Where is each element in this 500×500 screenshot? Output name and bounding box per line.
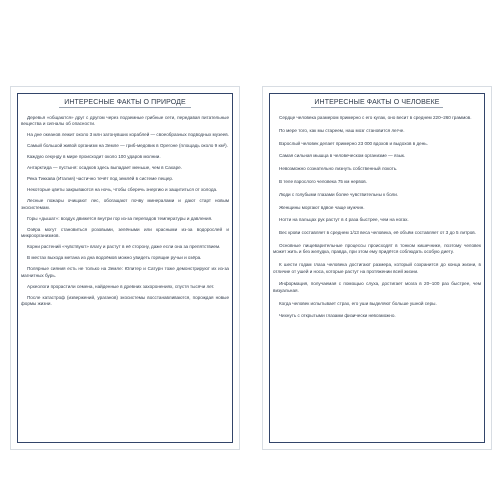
right-title-rule bbox=[311, 107, 443, 108]
list-item: Ногти на пальцах рук растут в 4 раза быстрее, чем на ногах. bbox=[279, 217, 409, 223]
list-item: Когда человек испытывает страх, его уши выделяют больше ушной серы. bbox=[279, 300, 437, 306]
right-page bbox=[262, 86, 492, 450]
left-title-rule bbox=[59, 107, 191, 108]
list-item: Женщины моргают вдвое чаще мужчин. bbox=[279, 204, 365, 210]
list-item: Археологи прорастили семена, найденные в древних захоронениях, спустя тысячи лет. bbox=[27, 283, 215, 289]
list-item: Взрослый человек делает примерно 23 000 вдохов и выдохов в день. bbox=[279, 140, 428, 146]
list-item: Сердце человека размером примерно с его кулак, оно весит в среднем 220–260 граммов. bbox=[279, 115, 472, 120]
list-item: Некоторые цветы закрываются на ночь, чтобы сберечь энергию и защититься от холода. bbox=[27, 187, 218, 193]
list-item: На дне океанов лежит около 3 млн затонувших кораблей — своеобразных подводных музеев. bbox=[27, 132, 229, 138]
list-item: В местах выхода метана из дна водоёмов можно увидеть горящие ручьи и озёра. bbox=[27, 255, 202, 261]
list-item: Основные пищеварительные процессы происходят в тонком кишечнике, поэтому человек может жить и без желудка, правда, при этом ему придётся соблюдать особую диету. bbox=[273, 242, 481, 255]
list-item: Информация, получаемая с помощью слуха, достигает мозга в 20–100 раз быстрее, чем визуальная. bbox=[273, 281, 481, 293]
right-page-title bbox=[263, 99, 491, 106]
list-item: В теле взрослого человека 75 км нервов. bbox=[279, 178, 368, 184]
list-item: Деревья «общаются» друг с другом через подземные грибные сети, передавая питательные вещества и сигналы об опасности. bbox=[21, 115, 229, 127]
left-page-title bbox=[11, 99, 239, 106]
right-page-title-text: ИНТЕРЕСНЫЕ ФАКТЫ О ЧЕЛОВЕКЕ bbox=[311, 99, 442, 106]
list-item: После катастроф (извержений, ураганов) экосистемы восстанавливаются, порождая новые формы жизни. bbox=[21, 294, 229, 307]
left-page-title-text: ИНТЕРЕСНЫЕ ФАКТЫ О ПРИРОДЕ bbox=[61, 99, 189, 106]
list-item: По мере того, как мы стареем, наш мозг становится легче. bbox=[279, 127, 405, 133]
list-item: Полярные сияния есть не только на Земле: Юпитер и Сатурн тоже демонстрируют их из-за магнитных бурь. bbox=[21, 266, 229, 278]
right-facts-list bbox=[273, 115, 481, 443]
list-item: Горы «дышат»: воздух движется внутри гор из-за перепадов температуры и давления. bbox=[27, 215, 213, 221]
list-item: Вес крови составляет в среднем 1/13 веса человека, её объём составляет от 3 до 5 литров. bbox=[279, 230, 477, 236]
list-item: Люди с голубыми глазами более чувствительны к боли. bbox=[279, 191, 399, 197]
list-item: Корни растений «чувствуют» влагу и растут в её сторону, даже если она за препятствием. bbox=[27, 244, 221, 250]
list-item: Самый большой живой организм на Земле — гриб-медовик в Орегоне (площадь около 9 км²). bbox=[27, 143, 228, 149]
left-facts-list bbox=[21, 115, 229, 443]
list-item: Самая сильная мышца в человеческом организме — язык. bbox=[279, 153, 406, 159]
list-item: К шести годам глаза человека достигают размера, который сохранится до конца жизни, в отличие от ушей и носа, которые растут на протяжении всей жизни. bbox=[273, 262, 481, 274]
list-item: Антарктида — пустыня: осадков здесь выпадает меньше, чем в Сахаре. bbox=[27, 165, 182, 171]
list-item: Чихнуть с открытыми глазами физически невозможно. bbox=[279, 313, 396, 319]
left-page bbox=[10, 86, 240, 450]
list-item: Невозможно сознательно лизнуть собственный локоть. bbox=[279, 166, 398, 172]
list-item: Каждую секунду в мире происходит около 100 ударов молнии. bbox=[27, 154, 161, 160]
list-item: Река Тиккава (Италия) частично течёт под землёй в системе пещер. bbox=[27, 176, 174, 182]
list-item: Лесные пожары очищают лес, обогащают почву минералами и дают старт новым экосистемам. bbox=[21, 198, 229, 210]
list-item: Озёра могут становиться розовыми, зелёными или красными из-за водорослей и микроорганизмов. bbox=[21, 226, 229, 239]
